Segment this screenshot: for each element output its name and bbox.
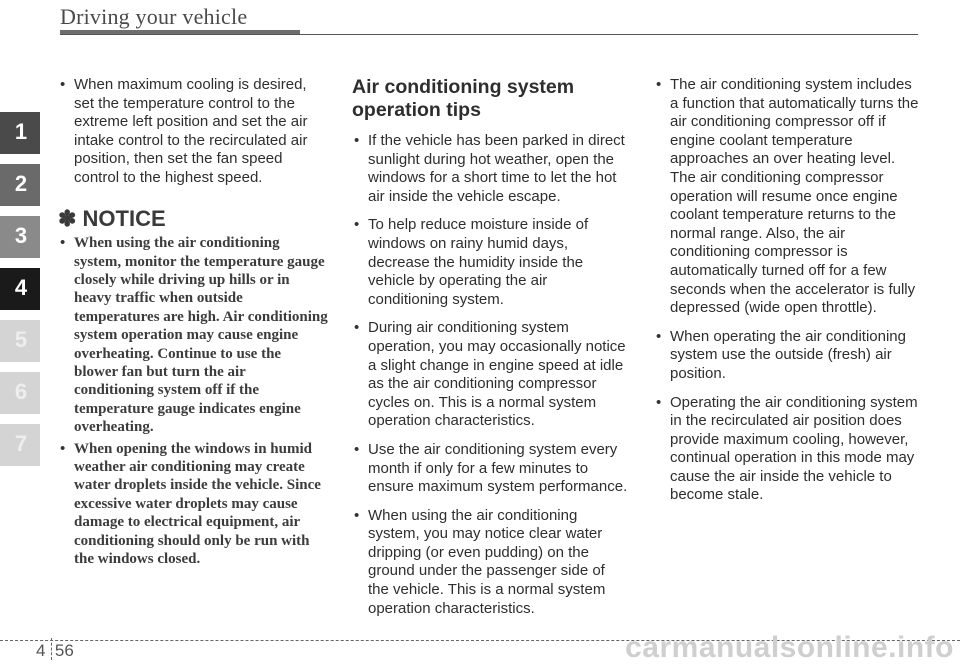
info-item: • When operating the air conditioning system use the outside (fresh) air position.	[654, 328, 922, 384]
tip-item: • Use the air conditioning system every month if only for a few minutes to ensure maximum system performance.	[352, 441, 628, 497]
intro-bullet: • When maximum cooling is desired, set the temperature control to the extreme left position and set the air intake control to the recirculated air position, then set the fan speed control to the highest speed.	[58, 76, 328, 188]
chapter-tab-label: 7	[14, 431, 28, 456]
tip-item: • If the vehicle has been parked in direct sunlight during hot weather, open the windows for a short time to let the hot air inside the vehicle escape.	[352, 132, 628, 206]
info-item: • The air conditioning system includes a function that automatically turns the air conditioning compressor off if engine coolant temperature approaches an over heating level. The air conditioning compressor operation will resume once engine coolant temperature returns to the normal range. Also, the air conditioning compressor is automatically turned off for a few seconds when the accelerator is fully depressed (wide open throttle).	[654, 76, 922, 318]
chapter-tab-3[interactable]	[0, 216, 40, 258]
chapter-tab-label: 1	[14, 119, 28, 144]
chapter-tab-4-active[interactable]	[0, 268, 40, 310]
chapter-tab-label: 6	[14, 379, 28, 404]
chapter-tab-label: 2	[14, 171, 28, 196]
tip-item: • To help reduce moisture inside of windows on rainy humid days, decrease the humidity inside the vehicle by operating the air conditioning system.	[352, 216, 628, 309]
page-number-separator	[51, 638, 53, 660]
chapter-tab-5[interactable]	[0, 320, 40, 362]
chapter-tabs	[0, 112, 40, 476]
page-number	[36, 641, 74, 661]
notice-item: • When using the air conditioning system, monitor the temperature gauge closely while driving up hills or in heavy traffic when outside temperatures are high. Air conditioning system operation may cause engine overheating. Continue to use the blower fan but turn the air conditioning system off if the temperature gauge indicates engine overheating.	[58, 234, 328, 436]
page-header-title: Driving your vehicle	[60, 4, 248, 29]
chapter-tab-label: 5	[14, 327, 28, 352]
chapter-tab-7[interactable]	[0, 424, 40, 466]
column-left	[58, 76, 328, 571]
info-list	[654, 76, 922, 505]
section-heading: Air conditioning system operation tips	[352, 76, 575, 121]
header-rule	[60, 34, 918, 35]
tip-item: • During air conditioning system operation, you may occasionally notice a slight change in engine speed at idle as the air conditioning compressor cycles on. This is a normal system operation characteristics.	[352, 319, 628, 431]
tip-item: • When using the air conditioning system, you may notice clear water dripping (or even pudding) on the ground under the passenger side of the vehicle. This is a normal system operation characteristics.	[352, 507, 628, 619]
chapter-tab-label: 4	[14, 275, 28, 300]
chapter-tab-2[interactable]	[0, 164, 40, 206]
notice-title: ✽ NOTICE	[58, 205, 166, 231]
chapter-tab-1[interactable]	[0, 112, 40, 154]
watermark: carmanualsonline.info	[625, 631, 954, 664]
chapter-tab-6[interactable]	[0, 372, 40, 414]
page-chapter: 4	[36, 641, 46, 660]
column-middle	[352, 76, 628, 628]
notice-item: • When opening the windows in humid weather air conditioning may create water droplets inside the vehicle. Since excessive water droplets may cause damage to electrical equipment, air conditioning should only be run with the windows closed.	[58, 440, 328, 569]
chapter-tab-label: 3	[14, 223, 28, 248]
notice-list	[58, 234, 328, 568]
info-item: • Operating the air conditioning system in the recirculated air position does provide maximum cooling, however, continual operation in this mode may cause the air inside the vehicle to become stale.	[654, 394, 922, 506]
column-right	[654, 76, 922, 515]
tips-list	[352, 132, 628, 618]
page-index: 56	[54, 641, 74, 660]
